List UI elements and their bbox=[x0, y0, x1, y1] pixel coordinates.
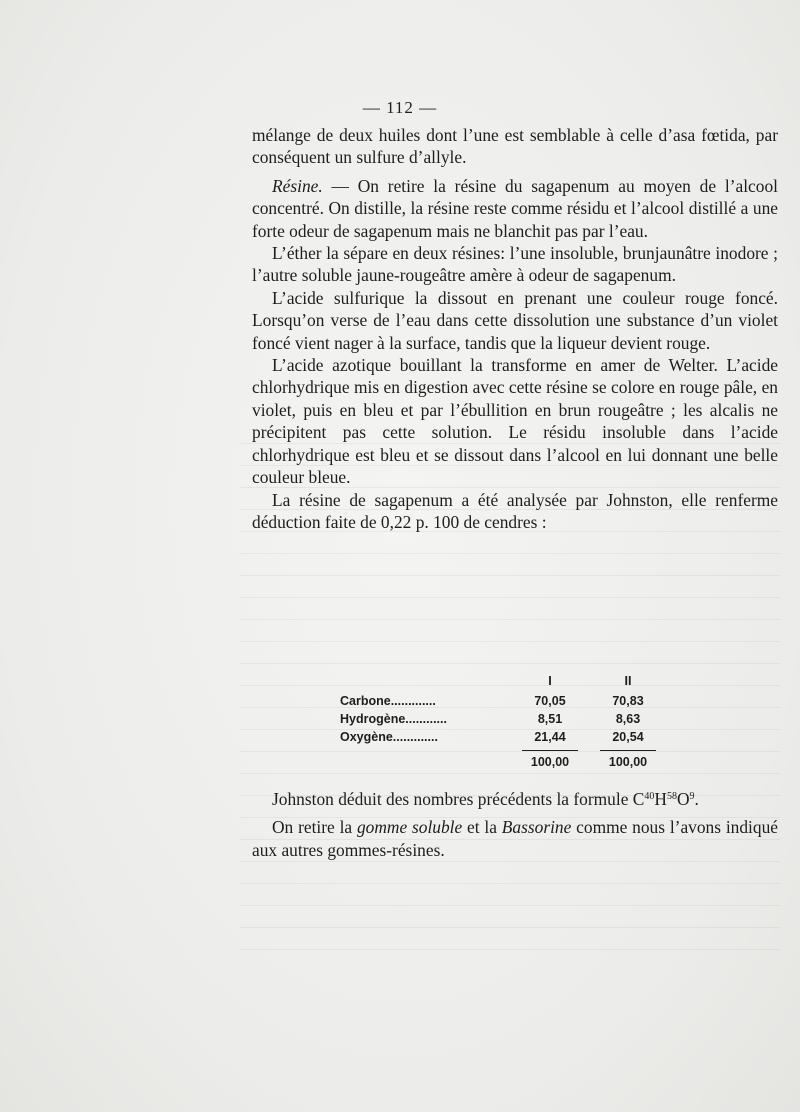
table-row bbox=[340, 712, 660, 730]
cell-value: 70,05 bbox=[534, 694, 566, 708]
cell-value: 21,44 bbox=[534, 730, 566, 744]
paragraph-formule bbox=[252, 786, 778, 810]
formula-sentence: Johnston déduit des nombres précédents la formule bbox=[272, 789, 629, 809]
cell-value: 20,54 bbox=[612, 730, 644, 744]
closing-text bbox=[252, 786, 778, 861]
table-row bbox=[340, 694, 660, 712]
italic-term: gomme soluble bbox=[356, 817, 463, 838]
row-label-hydrogene: Hydrogène............ bbox=[340, 712, 447, 726]
paragraph-1: mélange de deux huiles dont l’une est semblable à celle d’asa fœtida, par conséquent un sulfure d’allyle. bbox=[252, 125, 778, 168]
subscript: 58 bbox=[666, 791, 677, 802]
text-run: comme nous l’avons indiqué aux autres gommes-résines. bbox=[252, 817, 778, 860]
element-h: H bbox=[654, 789, 667, 809]
chemical-formula bbox=[633, 789, 699, 809]
paragraph-gomme bbox=[252, 816, 778, 861]
element-o: O bbox=[676, 789, 690, 809]
page-number: — 112 — bbox=[362, 98, 438, 117]
italic-term: Bassorine bbox=[501, 817, 572, 838]
element-c: C bbox=[632, 789, 645, 809]
paragraph-acide-sulfurique: L’acide sulfurique la dissout en prenant une couleur rouge foncé. Lorsqu’on verse de l’eau dans cette dissolution une substance d’un violet foncé vient nager à la surface, tandis que la liqueur devient rouge. bbox=[252, 287, 778, 353]
total-value: 100,00 bbox=[530, 755, 570, 769]
paragraph-analyse: La résine de sagapenum a été analysée par Johnston, elle renferme déduction faite de 0,22 p. 100 de cendres : bbox=[252, 489, 778, 532]
row-label-carbone: Carbone............. bbox=[340, 694, 436, 708]
subscript: 40 bbox=[644, 791, 655, 802]
table-totals-row bbox=[340, 750, 660, 772]
column-header-i: I bbox=[548, 674, 552, 688]
table-row bbox=[340, 730, 660, 748]
analysis-table bbox=[340, 674, 660, 772]
sum-rule bbox=[522, 750, 578, 751]
text-run: On retire la bbox=[272, 817, 357, 838]
table-header-row bbox=[340, 674, 660, 694]
paragraph-resine bbox=[252, 175, 778, 242]
column-header-ii: II bbox=[624, 674, 632, 688]
section-lead: Résine. bbox=[272, 175, 323, 196]
cell-value: 70,83 bbox=[612, 694, 644, 708]
formula-end: . bbox=[694, 789, 699, 809]
text-run: et la bbox=[462, 817, 502, 838]
paragraph-acide-azotique: L’acide azotique bouillant la transforme en amer de Welter. L’acide chlorhydrique mis en digestion avec cette résine se colore en rouge pâle, en violet, puis en bleu et par l’ébullition en brun rougeâtre ; les alcalis ne précipitent pas cette solution. Le résidu insoluble dans l’acide chlorhydrique est bleu et se dissout dans l’alcool en lui donnant une belle couleur bleue. bbox=[252, 355, 778, 488]
paragraph-text: — On retire la résine du sagapenum au moyen de l’alcool concentré. On distille, la résine reste comme résidu et l’alcool distillé a une forte odeur de sagapenum mais ne blanchit pas par l’eau. bbox=[252, 175, 778, 241]
total-value: 100,00 bbox=[608, 755, 648, 769]
subscript: 9 bbox=[689, 791, 695, 802]
cell-value: 8,63 bbox=[615, 712, 641, 726]
row-label-oxygene: Oxygène............. bbox=[340, 730, 438, 744]
paragraph-ether: L’éther la sépare en deux résines: l’une insoluble, brunjaunâtre inodore ; l’autre soluble jaune-rougeâtre amère à odeur de sagapenum. bbox=[252, 243, 778, 286]
cell-value: 8,51 bbox=[537, 712, 563, 726]
sum-rule bbox=[600, 750, 656, 751]
main-text bbox=[252, 124, 778, 533]
